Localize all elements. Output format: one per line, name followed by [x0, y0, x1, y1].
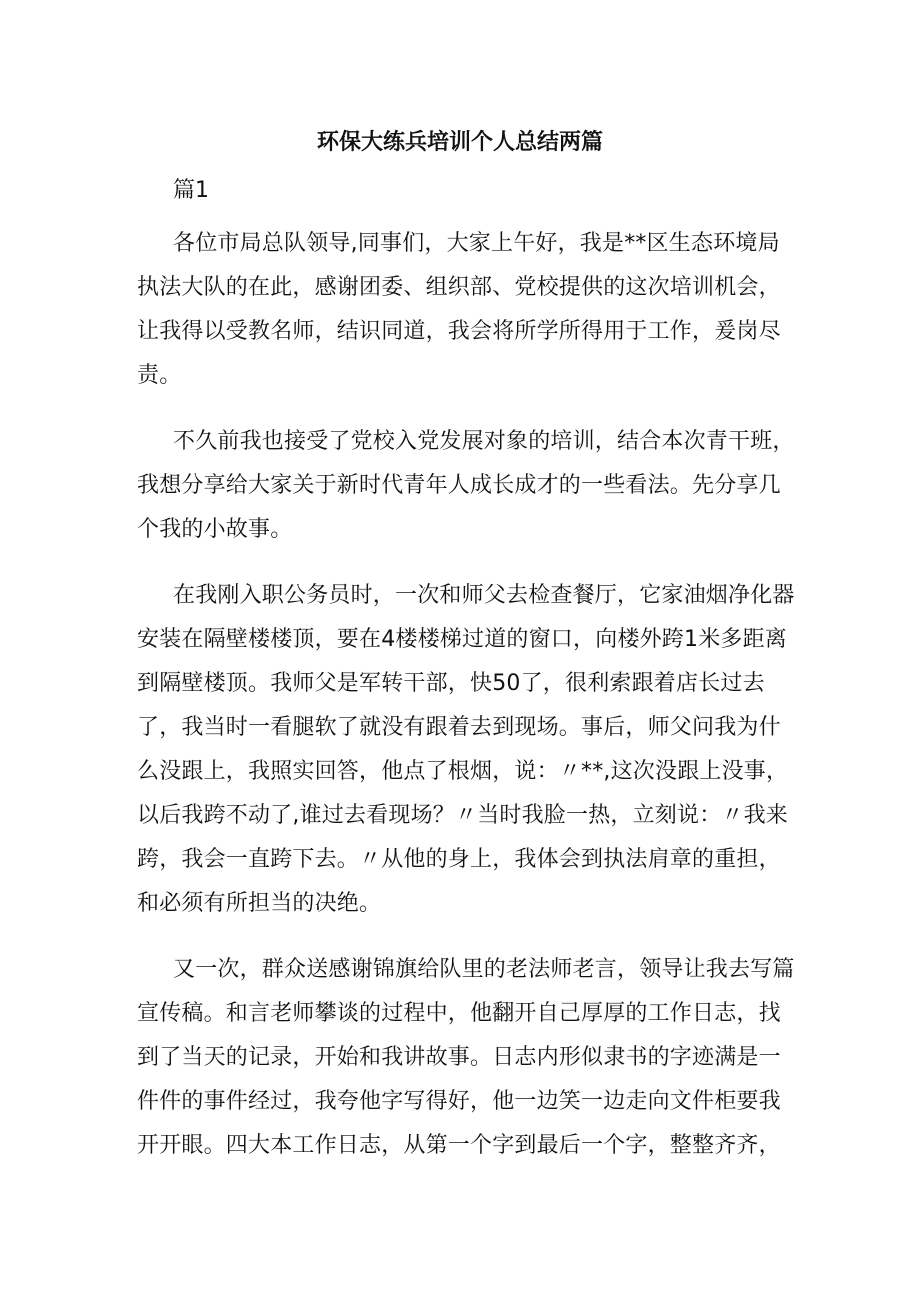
text-line: 跨，我会一直跨下去。〃从他的身上，我体会到执法肩章的重担，	[137, 847, 781, 872]
paragraph	[137, 574, 797, 926]
document-title: 环保大练兵培训个人总结两篇	[316, 130, 603, 155]
document-body	[137, 222, 797, 1190]
text-line: 不久前我也接受了党校入党发展对象的培训，结合本次青干班，	[173, 429, 795, 454]
text-line: 各位市局总队领导,同事们，大家上午好，我是**区生态环境局	[173, 231, 780, 256]
text-line: 在我刚入职公务员时，一次和师父去检查餐厅，它家油烟净化器	[173, 583, 795, 608]
text-line: 责。	[137, 363, 182, 388]
text-line: 和必须有所担当的决绝。	[137, 891, 382, 916]
text-line: 了，我当时一看腿软了就没有跟着去到现场。事后，师父问我为什	[137, 715, 781, 740]
text-line: 安装在隔壁楼楼顶，要在4楼楼梯过道的窗口，向楼外跨1米多距离	[137, 627, 787, 652]
text-line: 以后我跨不动了,谁过去看现场？〃当时我脸一热，立刻说：〃我来	[137, 803, 788, 828]
text-line: 让我得以受教名师，结识同道，我会将所学所得用于工作，爰岗尽	[137, 319, 781, 344]
text-line: 到了当天的记录，开始和我讲故事。日志内形似隶书的字迹满是一	[137, 1045, 781, 1070]
text-line: 宣传稿。和言老师攀谈的过程中，他翻开自己厚厚的工作日志，找	[137, 1001, 781, 1026]
text-line: 又一次，群众送感谢锦旗给队里的老法师老言，领导让我去写篇	[173, 957, 795, 982]
paragraph	[137, 420, 797, 552]
text-line: 我想分享给大家关于新时代青年人成长成才的一些看法。先分享几	[137, 473, 781, 498]
text-line: 到隔壁楼顶。我师父是军转干部，快50了，很利索跟着店长过去	[137, 671, 765, 696]
text-line: 件件的事件经过，我夸他字写得好，他一边笑一边走向文件柜要我	[137, 1089, 781, 1114]
paragraph	[137, 222, 797, 398]
text-line: 个我的小故事。	[137, 517, 293, 542]
section-label: 篇1	[173, 178, 209, 203]
text-line: 么没跟上，我照实回答，他点了根烟，说：〃**,这次没跟上没事，	[137, 759, 789, 784]
text-line: 开开眼。四大本工作日志，从第一个字到最后一个字，整整齐齐，	[137, 1133, 781, 1158]
text-line: 执法大队的在此，感谢团委、组织部、党校提供的这次培训机会，	[137, 275, 781, 300]
paragraph	[137, 948, 797, 1168]
